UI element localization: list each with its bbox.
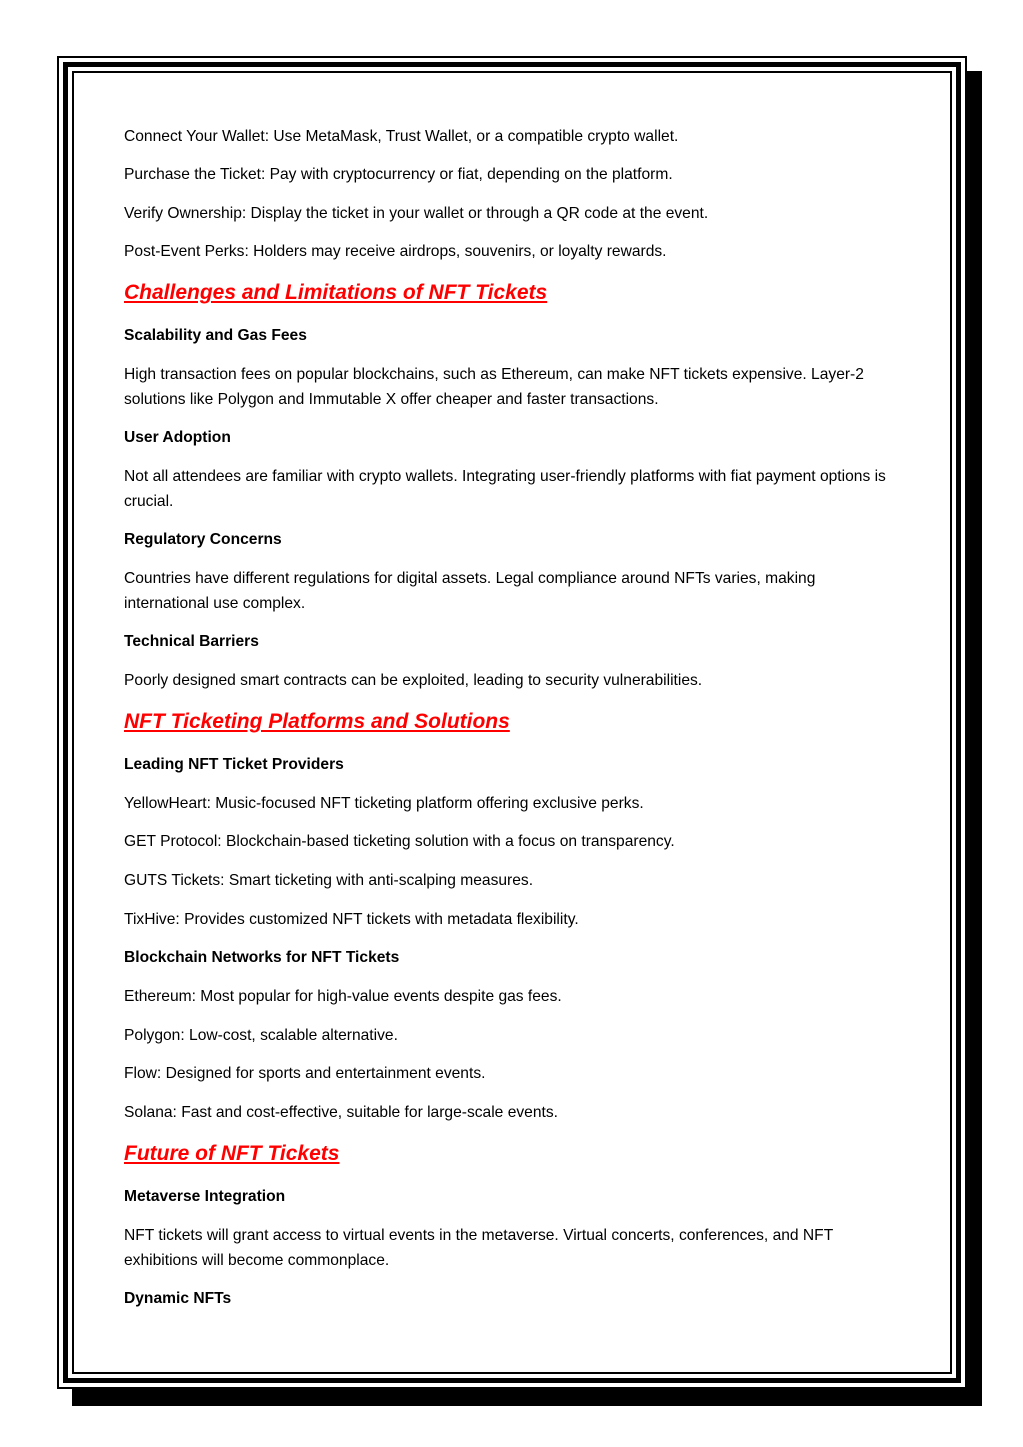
heading-challenges: Challenges and Limitations of NFT Tickets [124, 281, 548, 304]
text-scalability: High transaction fees on popular blockchains, such as Ethereum, can make NFT tickets expensive. Layer-2 solutions like Polygon and Immutable X offer cheaper and faster transactions. [124, 366, 864, 408]
network-polygon: Polygon: Low-cost, scalable alternative. [124, 1027, 398, 1044]
subheading-dynamic-nfts: Dynamic NFTs [124, 1290, 232, 1307]
subheading-providers: Leading NFT Ticket Providers [124, 756, 344, 773]
text-regulatory: Countries have different regulations for digital assets. Legal compliance around NFTs varies, making international use complex. [124, 570, 816, 612]
subheading-networks: Blockchain Networks for NFT Tickets [124, 949, 400, 966]
text-metaverse: NFT tickets will grant access to virtual events in the metaverse. Virtual concerts, conferences, and NFT exhibitions will become commonplace. [124, 1227, 833, 1269]
subheading-user-adoption: User Adoption [124, 429, 231, 446]
subheading-scalability: Scalability and Gas Fees [124, 327, 307, 344]
heading-platforms: NFT Ticketing Platforms and Solutions [124, 710, 510, 733]
text-user-adoption: Not all attendees are familiar with crypto wallets. Integrating user-friendly platforms with fiat payment options is crucial. [124, 468, 886, 510]
step-connect-wallet: Connect Your Wallet: Use MetaMask, Trust Wallet, or a compatible crypto wallet. [124, 128, 679, 145]
provider-get-protocol: GET Protocol: Blockchain-based ticketing solution with a focus on transparency. [124, 833, 675, 850]
text-technical: Poorly designed smart contracts can be exploited, leading to security vulnerabilities. [124, 672, 703, 689]
network-solana: Solana: Fast and cost-effective, suitable for large-scale events. [124, 1104, 558, 1121]
provider-tixhive: TixHive: Provides customized NFT tickets with metadata flexibility. [124, 911, 579, 928]
step-purchase-ticket: Purchase the Ticket: Pay with cryptocurrency or fiat, depending on the platform. [124, 166, 673, 183]
subheading-metaverse: Metaverse Integration [124, 1188, 286, 1205]
network-flow: Flow: Designed for sports and entertainment events. [124, 1065, 486, 1082]
network-ethereum: Ethereum: Most popular for high-value events despite gas fees. [124, 988, 562, 1005]
provider-yellowheart: YellowHeart: Music-focused NFT ticketing platform offering exclusive perks. [124, 795, 644, 812]
subheading-technical: Technical Barriers [124, 633, 259, 650]
step-post-event-perks: Post-Event Perks: Holders may receive airdrops, souvenirs, or loyalty rewards. [124, 243, 667, 260]
subheading-regulatory: Regulatory Concerns [124, 531, 282, 548]
heading-future: Future of NFT Tickets [124, 1142, 340, 1165]
step-verify-ownership: Verify Ownership: Display the ticket in your wallet or through a QR code at the event. [124, 205, 709, 222]
provider-guts-tickets: GUTS Tickets: Smart ticketing with anti-scalping measures. [124, 872, 534, 889]
